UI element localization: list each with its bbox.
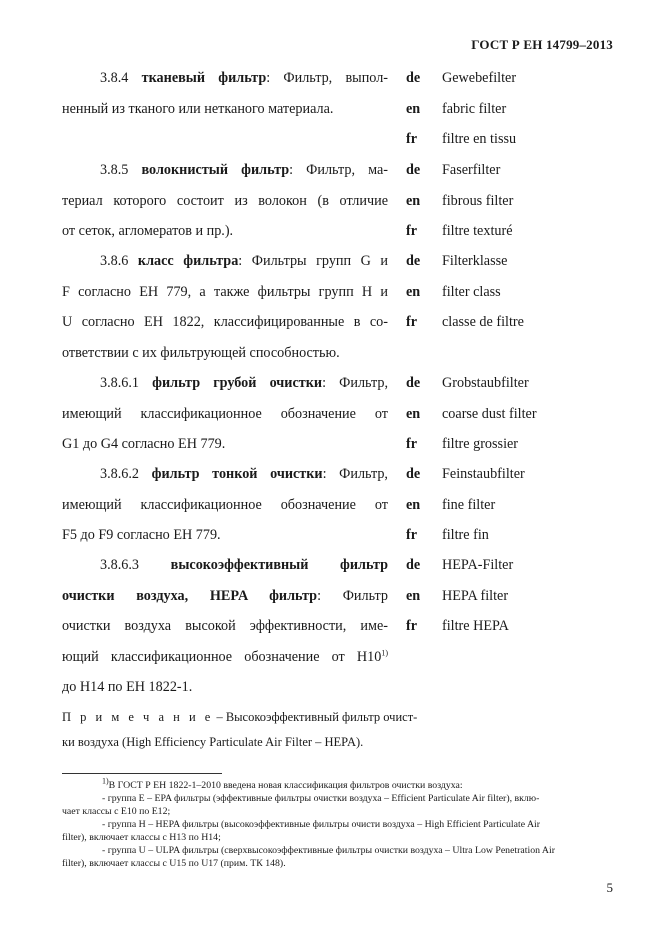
translated-term: fibrous filter [442, 192, 514, 209]
term-number: 3.8.6.2 [100, 466, 140, 482]
term-definition [62, 459, 388, 551]
term-definition [62, 246, 388, 368]
definition-line [62, 307, 388, 338]
term-number: 3.8.6 [100, 253, 129, 269]
definition-line [62, 459, 388, 490]
translations-column [406, 368, 537, 460]
definition-line [62, 277, 388, 308]
definition-text: ненный из тканого или нетканого материала. [62, 100, 334, 117]
footnote-text: В ГОСТ Р ЕН 1822-1–2010 введена новая классификация фильтров очистки воздуха: [108, 780, 463, 791]
term-number: 3.8.6.1 [100, 375, 140, 391]
language-code: fr [406, 223, 418, 239]
definition-line [62, 520, 388, 551]
term-name: волокнистый фильтр [141, 162, 290, 178]
translation-row [406, 368, 537, 399]
language-code: en [406, 496, 421, 513]
definition-line [62, 368, 388, 399]
translations-column [406, 155, 513, 247]
language-code: de [406, 70, 421, 86]
language-code: de [406, 253, 421, 269]
definition-line [62, 672, 388, 703]
translated-term: Gewebefilter [442, 70, 517, 86]
definition-line [62, 399, 388, 430]
translation-row [406, 277, 524, 308]
footnote-line: filter), включает классы с U15 по U17 (прим. ТК 148). [62, 858, 286, 869]
translated-term: Faserfilter [442, 162, 501, 178]
translation-row [406, 124, 516, 155]
definition-text: G1 до G4 согласно ЕН 779. [62, 436, 226, 452]
definition-line [62, 246, 388, 277]
term-number: 3.8.6.3 [100, 557, 140, 573]
footnote-line [62, 776, 612, 792]
definition-line [62, 581, 388, 612]
definition-text: : Фильтры групп G и [238, 253, 388, 269]
footnote-line: чает классы с Е10 по Е12; [62, 806, 171, 817]
translation-row [406, 307, 524, 338]
language-code: de [406, 375, 421, 391]
language-code: fr [406, 436, 418, 452]
footnote-line: - группа Е – EPA фильтры (эффективные фильтры очистки воздуха – Efficient Particulate Air filter), вклю- [102, 793, 540, 804]
definition-text: : Фильтр, [322, 466, 388, 482]
translation-row [406, 581, 513, 612]
definition-text: до H14 по ЕН 1822-1. [62, 679, 193, 695]
definition-line [62, 155, 388, 186]
note-block [62, 705, 418, 755]
definition-line [62, 429, 388, 460]
translation-row [406, 611, 513, 642]
translations-column [406, 246, 524, 338]
language-code: de [406, 162, 421, 178]
translation-row [406, 246, 524, 277]
language-code: fr [406, 527, 418, 543]
definition-text: имеющий классификационное обозначение от [62, 496, 388, 513]
footnote-reference: 1) [381, 647, 388, 657]
translation-row [406, 155, 513, 186]
note-text-line-1: – Высокоэффективный фильтр очист- [213, 710, 418, 724]
translated-term: HEPA-Filter [442, 557, 514, 573]
translations-column [406, 550, 513, 642]
definition-text: : Фильтр, ма- [289, 162, 388, 178]
translation-row [406, 186, 513, 217]
translated-term: filtre texturé [442, 223, 513, 239]
language-code: en [406, 100, 421, 117]
term-definition [62, 63, 388, 124]
translated-term: Grobstaubfilter [442, 375, 529, 391]
term-name: фильтр тонкой очистки [151, 466, 323, 482]
footnote-line: - группа U – ULPA фильтры (сверхвысокоэффективные фильтры очистки воздуха – Ultra Low Penetration Air [102, 845, 555, 856]
language-code: en [406, 587, 421, 604]
language-code: fr [406, 131, 418, 147]
term-name: очистки воздуха, HEPA фильтр [62, 587, 318, 604]
translations-column [406, 459, 525, 551]
term-name: фильтр грубой очистки [152, 375, 323, 391]
translation-row [406, 63, 516, 94]
translated-term: filter class [442, 283, 501, 300]
definition-text: от сеток, агломератов и пр.). [62, 223, 234, 239]
translated-term: fabric filter [442, 100, 507, 117]
translated-term: Filterklasse [442, 253, 508, 269]
translation-row [406, 399, 537, 430]
definition-text: териал которого состоит из волокон (в отличие [62, 192, 388, 209]
language-code: fr [406, 314, 418, 330]
language-code: en [406, 192, 421, 209]
language-code: de [406, 557, 421, 573]
translated-term: coarse dust filter [442, 405, 537, 422]
page-number: 5 [606, 880, 613, 895]
translation-row [406, 459, 525, 490]
definition-text: U согласно ЕН 1822, классифицированные в со- [62, 314, 388, 330]
footnote-block [62, 776, 612, 870]
translation-row [406, 216, 513, 247]
footnote-separator [62, 773, 222, 774]
translated-term: filtre grossier [442, 436, 519, 452]
term-definition [62, 550, 388, 703]
footnote-mark: 1) [102, 776, 109, 786]
definition-text: очистки воздуха высокой эффективности, име- [62, 618, 388, 634]
term-definition [62, 368, 388, 460]
footnote-line: - группа Н – HEPA фильтры (высокоэффективные фильтры очисти воздуха – High Efficient Particulate Air [102, 819, 541, 830]
definition-text: ответствии с их фильтрующей способностью. [62, 344, 340, 361]
definition-line [62, 490, 388, 521]
translation-row [406, 94, 516, 125]
translated-term: fine filter [442, 496, 496, 513]
definition-line [62, 642, 388, 673]
translation-row [406, 429, 537, 460]
definition-text: F5 до F9 согласно ЕН 779. [62, 527, 221, 543]
definition-line [62, 63, 388, 94]
translated-term: filtre fin [442, 527, 489, 543]
definition-text: имеющий классификационное обозначение от [62, 405, 388, 422]
translated-term: HEPA filter [442, 587, 509, 604]
definition-line [62, 550, 388, 581]
term-definition [62, 155, 388, 247]
term-number: 3.8.5 [100, 162, 129, 178]
footnote-line: filter), включает классы с Н13 по Н14; [62, 832, 221, 843]
translated-term: filtre HEPA [442, 618, 509, 634]
translated-term: classe de filtre [442, 314, 524, 330]
language-code: de [406, 466, 421, 482]
note-text-line-2: ки воздуха (High Efficiency Particulate Air Filter – HEPA). [62, 735, 364, 749]
definition-text: ющий классификационное обозначение от H10 [62, 648, 382, 665]
term-number: 3.8.4 [100, 70, 129, 86]
definition-text: F согласно ЕН 779, а также фильтры групп H и [62, 283, 388, 300]
term-name: высокоэффективный фильтр [170, 557, 389, 573]
term-name: класс фильтра [137, 253, 239, 269]
document-code-header: ГОСТ Р ЕН 14799–2013 [471, 37, 613, 52]
language-code: en [406, 405, 421, 422]
definition-line [62, 94, 388, 125]
definition-line [62, 216, 388, 247]
definition-line [62, 186, 388, 217]
translation-row [406, 520, 525, 551]
translated-term: Feinstaubfilter [442, 466, 525, 482]
definition-line [62, 611, 388, 642]
definition-line [62, 338, 388, 369]
translation-row [406, 490, 525, 521]
term-name: тканевый фильтр [141, 70, 267, 86]
language-code: fr [406, 618, 418, 634]
translations-column [406, 63, 516, 155]
note-label: П р и м е ч а н и е [62, 710, 214, 724]
definition-text: : Фильтр [317, 587, 388, 604]
translation-row [406, 550, 513, 581]
definition-text: : Фильтр, [322, 375, 388, 391]
translated-term: filtre en tissu [442, 131, 517, 147]
definition-text: : Фильтр, выпол- [266, 70, 388, 86]
language-code: en [406, 283, 421, 300]
